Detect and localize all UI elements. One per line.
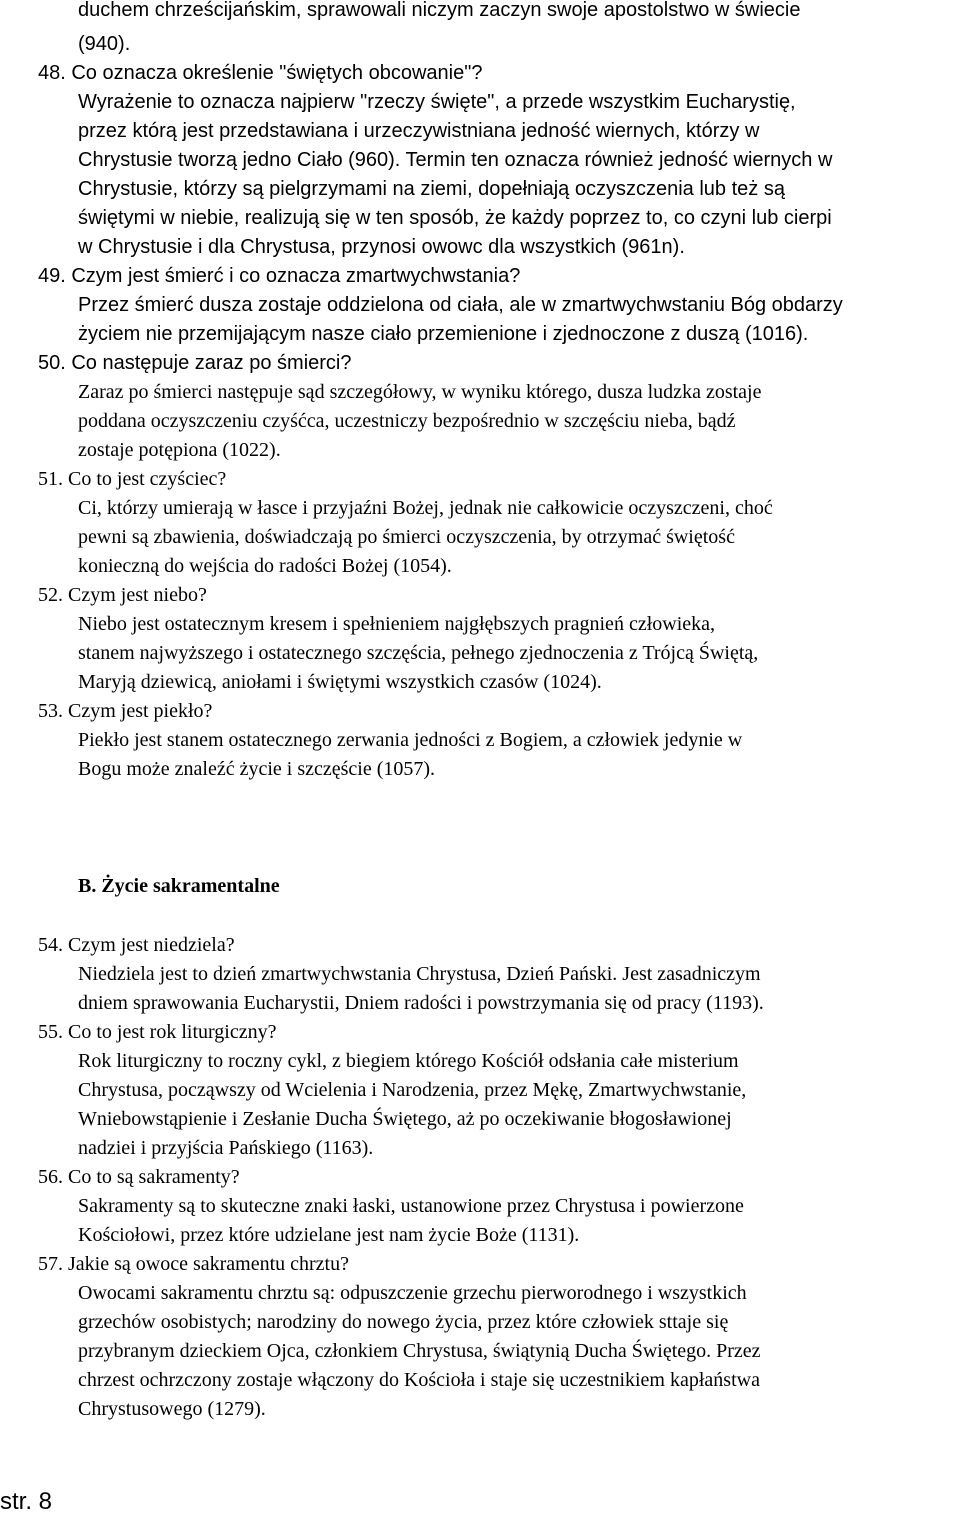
text-line: Chrystusie tworzą jedno Ciało (960). Termin ten oznacza również jedność wiernych w bbox=[78, 149, 833, 171]
text-line: poddana oczyszczeniu czyśćca, uczestniczy bezpośrednio w szczęściu nieba, bądź bbox=[78, 410, 736, 432]
text-line: grzechów osobistych; narodziny do nowego życia, przez które człowiek sttaje się bbox=[78, 1311, 729, 1333]
text-line: Chrystusowego (1279). bbox=[78, 1398, 266, 1420]
text-line: pewni są zbawienia, doświadczają po śmierci oczyszczenia, by otrzymać świętość bbox=[78, 526, 735, 548]
question-heading: 49. Czym jest śmierć i co oznacza zmartwychwstania? bbox=[38, 265, 521, 287]
question-heading: 50. Co następuje zaraz po śmierci? bbox=[38, 352, 352, 374]
question-heading: 57. Jakie są owoce sakramentu chrztu? bbox=[38, 1253, 349, 1275]
text-line: Niebo jest ostatecznym kresem i spełnieniem najgłębszych pragnień człowieka, bbox=[78, 613, 716, 635]
text-line: duchem chrześcijańskim, sprawowali niczym zaczyn swoje apostolstwo w świecie bbox=[78, 0, 801, 21]
text-line: Piekło jest stanem ostatecznego zerwania jedności z Bogiem, a człowiek jedynie w bbox=[78, 729, 743, 751]
text-line: Rok liturgiczny to roczny cykl, z biegiem którego Kościół odsłania całe misterium bbox=[78, 1050, 739, 1072]
question-heading: 53. Czym jest piekło? bbox=[38, 700, 213, 722]
text-line: świętymi w niebie, realizują się w ten sposób, że każdy poprzez to, co czyni lub cierpi bbox=[78, 207, 832, 229]
text-line: konieczną do wejścia do radości Bożej (1054). bbox=[78, 555, 452, 577]
text-line: Kościołowi, przez które udzielane jest nam życie Boże (1131). bbox=[78, 1224, 580, 1246]
text-line: stanem najwyższego i ostatecznego szczęścia, pełnego zjednoczenia z Trójcą Świętą, bbox=[78, 642, 759, 664]
text-line: życiem nie przemijającym nasze ciało przemienione i zjednoczone z duszą (1016). bbox=[78, 323, 809, 345]
text-line: zostaje potępiona (1022). bbox=[78, 439, 281, 461]
page-number: str. 8 bbox=[0, 1488, 53, 1515]
text-line: w Chrystusie i dla Chrystusa, przynosi owowc dla wszystkich (961n). bbox=[78, 236, 685, 258]
text-line: przybranym dzieckiem Ojca, członkiem Chrystusa, świątynią Ducha Świętego. Przez bbox=[78, 1340, 761, 1362]
text-line: przez którą jest przedstawiana i urzeczywistniana jedność wiernych, którzy w bbox=[78, 120, 760, 142]
question-heading: 54. Czym jest niedziela? bbox=[38, 934, 235, 956]
text-line: Niedziela jest to dzień zmartwychwstania Chrystusa, Dzień Pański. Jest zasadniczym bbox=[78, 963, 761, 985]
text-line: Maryją dziewicą, aniołami i świętymi wszystkich czasów (1024). bbox=[78, 671, 602, 693]
section-heading: B. Życie sakramentalne bbox=[78, 875, 280, 897]
question-heading: 55. Co to jest rok liturgiczny? bbox=[38, 1021, 277, 1043]
text-line: Sakramenty są to skuteczne znaki łaski, ustanowione przez Chrystusa i powierzone bbox=[78, 1195, 744, 1217]
text-line: Bogu może znaleźć życie i szczęście (1057). bbox=[78, 758, 436, 780]
text-line: Wniebowstąpienie i Zesłanie Ducha Świętego, aż po oczekiwanie błogosławionej bbox=[78, 1108, 732, 1130]
question-heading: 51. Co to jest czyściec? bbox=[38, 468, 227, 490]
text-line: Przez śmierć dusza zostaje oddzielona od ciała, ale w zmartwychwstaniu Bóg obdarzy bbox=[78, 294, 843, 316]
question-heading: 56. Co to są sakramenty? bbox=[38, 1166, 240, 1188]
question-heading: 48. Co oznacza określenie "świętych obcowanie"? bbox=[38, 62, 483, 84]
text-line: nadziei i przyjścia Pańskiego (1163). bbox=[78, 1137, 374, 1159]
text-line: Chrystusie, którzy są pielgrzymami na ziemi, dopełniają oczyszczenia lub też są bbox=[78, 178, 785, 200]
text-line: dniem sprawowania Eucharystii, Dniem radości i powstrzymania się od pracy (1193). bbox=[78, 992, 764, 1014]
text-line: Zaraz po śmierci następuje sąd szczegółowy, w wyniku którego, dusza ludzka zostaje bbox=[78, 381, 762, 403]
text-line: (940). bbox=[78, 33, 131, 55]
text-line: Owocami sakramentu chrztu są: odpuszczenie grzechu pierworodnego i wszystkich bbox=[78, 1282, 747, 1304]
text-line: Wyrażenie to oznacza najpierw "rzeczy święte", a przede wszystkim Eucharystię, bbox=[78, 91, 796, 113]
text-line: Chrystusa, począwszy od Wcielenia i Narodzenia, przez Mękę, Zmartwychwstanie, bbox=[78, 1079, 747, 1101]
text-line: chrzest ochrzczony zostaje włączony do Kościoła i staje się uczestnikiem kapłaństwa bbox=[78, 1369, 760, 1391]
text-line: Ci, którzy umierają w łasce i przyjaźni Bożej, jednak nie całkowicie oczyszczeni, choć bbox=[78, 497, 773, 519]
question-heading: 52. Czym jest niebo? bbox=[38, 584, 207, 606]
